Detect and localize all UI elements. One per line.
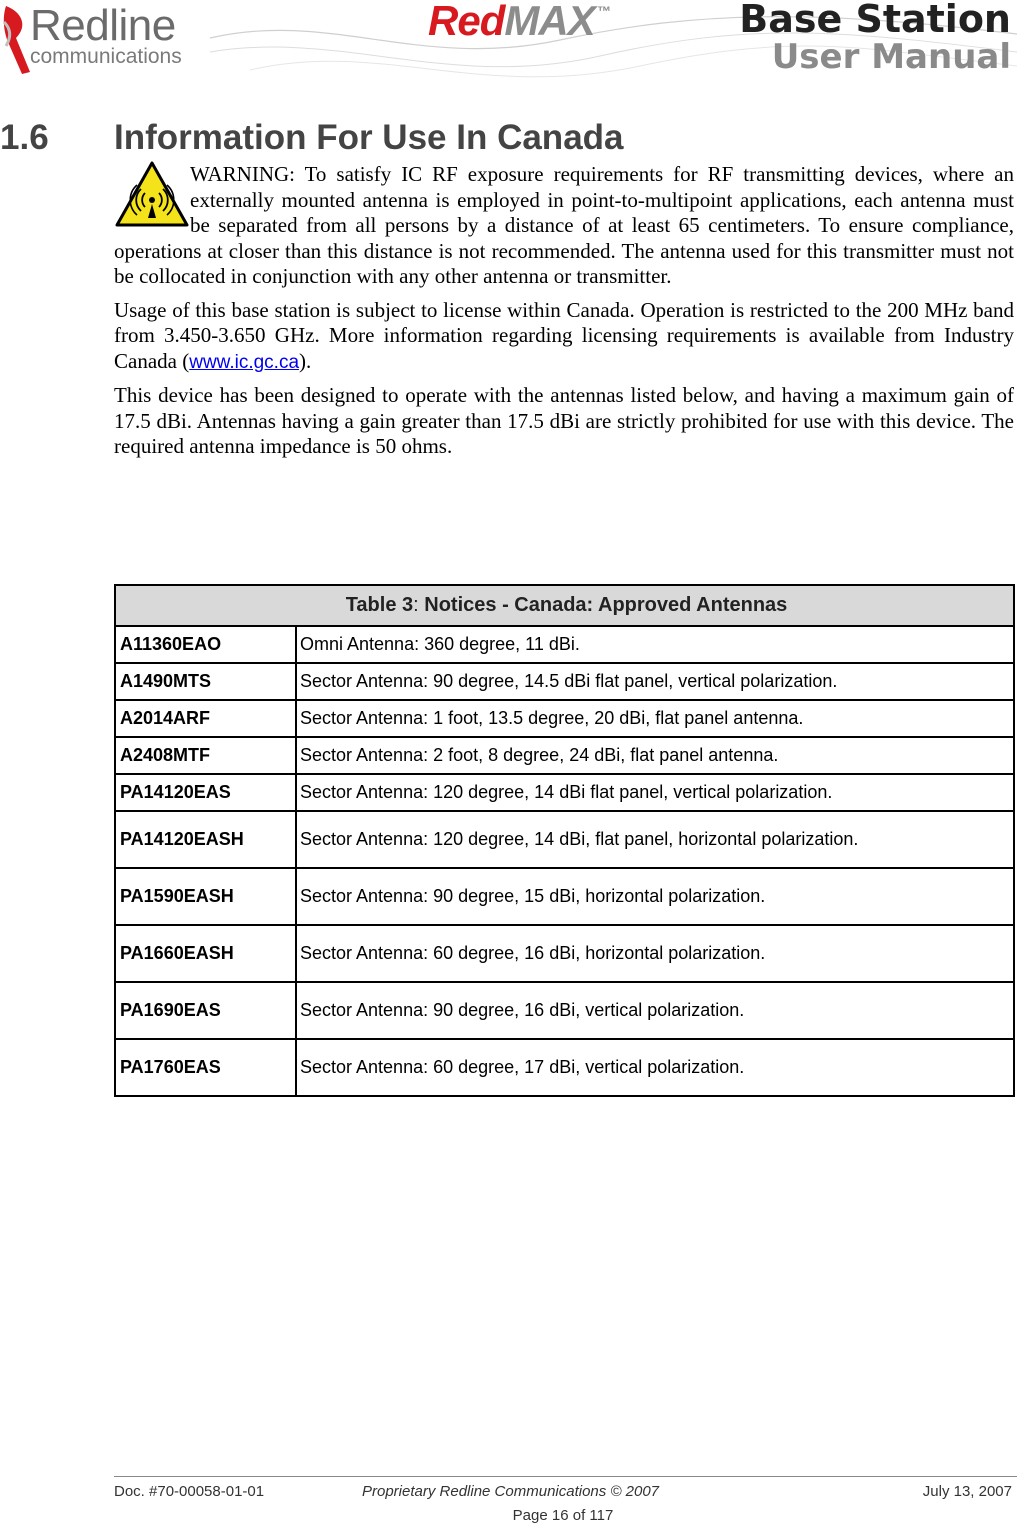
footer-divider (114, 1476, 1017, 1477)
antenna-code: PA1660EASH (115, 925, 296, 982)
section-number: 1.6 (0, 118, 49, 157)
antenna-code: A11360EAO (115, 626, 296, 663)
antenna-description: Sector Antenna: 2 foot, 8 degree, 24 dBi, flat panel antenna. (296, 737, 1014, 774)
table-row (115, 737, 1014, 774)
footer-doc-number: Doc. #70-00058-01-01 (114, 1483, 265, 1500)
footer-date: July 13, 2007 (922, 1483, 1012, 1500)
warning-text: WARNING: To satisfy IC RF exposure requirements for RF transmitting devices, where an externally mounted antenna is employed in point-to-multipoint applications, each antenna must be separated from all persons by a distance of at least 65 centimeters. To ensure compliance, operations at closer than this distance is not recommended. The antenna used for this transmitter must not be collocated in conjunction with any other antenna or transmitter. (114, 162, 1014, 288)
antenna-code: A2014ARF (115, 700, 296, 737)
table-row (115, 700, 1014, 737)
page-header (0, 0, 1017, 88)
antenna-code: A2408MTF (115, 737, 296, 774)
antenna-description: Omni Antenna: 360 degree, 11 dBi. (296, 626, 1014, 663)
section-heading (0, 120, 624, 155)
logo-subtitle: communications (30, 45, 182, 68)
antenna-description: Sector Antenna: 60 degree, 16 dBi, horizontal polarization. (296, 925, 1014, 982)
header-title-block (739, 0, 1011, 76)
license-text: Usage of this base station is subject to license within Canada. Operation is restricted to the 200 MHz band from 3.450-3.650 GHz. More information regarding licensing requirements is available from Industry Canada ( (114, 297, 1014, 373)
redline-logo-icon (0, 2, 34, 78)
antenna-description: Sector Antenna: 120 degree, 14 dBi flat panel, vertical polarization. (296, 774, 1014, 811)
warning-paragraph (114, 162, 1014, 290)
table-row (115, 1039, 1014, 1096)
table-row (115, 811, 1014, 868)
footer-page-number: Page 16 of 117 (512, 1507, 614, 1524)
antenna-description: Sector Antenna: 1 foot, 13.5 degree, 20 dBi, flat panel antenna. (296, 700, 1014, 737)
table-row (115, 868, 1014, 925)
logo-wordmark: Redline (30, 1, 176, 50)
header-subtitle: User Manual (771, 36, 1011, 77)
table-caption-title: Notices - Canada: Approved Antennas (424, 594, 788, 616)
table-row (115, 663, 1014, 700)
table-row (115, 626, 1014, 663)
trademark-symbol: ™ (596, 3, 610, 19)
license-text-end: ). (299, 348, 312, 373)
table-row (115, 982, 1014, 1039)
redline-logo (0, 2, 210, 78)
antenna-code: PA14120EAS (115, 774, 296, 811)
antenna-code: PA1760EAS (115, 1039, 296, 1096)
antenna-description: Sector Antenna: 90 degree, 15 dBi, horizontal polarization. (296, 868, 1014, 925)
antenna-code: PA14120EASH (115, 811, 296, 868)
antenna-description: Sector Antenna: 90 degree, 14.5 dBi flat panel, vertical polarization. (296, 663, 1014, 700)
antennas-paragraph: This device has been designed to operate with the antennas listed below, and having a maximum gain of 17.5 dBi. Antennas having a gain greater than 17.5 dBi are strictly prohibited for use with this device. The required antenna impedance is 50 ohms. (114, 383, 1014, 458)
footer-proprietary: Proprietary Redline Communications © 2007 (362, 1483, 660, 1500)
header-title: Base Station (739, 0, 1011, 41)
rf-radiation-warning-icon (114, 160, 190, 228)
table-caption-separator: : (413, 594, 425, 616)
table-row (115, 774, 1014, 811)
product-name-grey: MAX (504, 0, 595, 44)
antenna-code: A1490MTS (115, 663, 296, 700)
antenna-description: Sector Antenna: 90 degree, 16 dBi, vertical polarization. (296, 982, 1014, 1039)
product-name (428, 0, 610, 42)
license-paragraph (114, 298, 1014, 376)
page-content (114, 162, 1014, 468)
product-name-red: Red (428, 0, 505, 44)
approved-antennas-table (114, 584, 1015, 1097)
industry-canada-link[interactable]: www.ic.gc.ca (189, 351, 300, 373)
antenna-code: PA1590EASH (115, 868, 296, 925)
antenna-description: Sector Antenna: 60 degree, 17 dBi, vertical polarization. (296, 1039, 1014, 1096)
table-caption (115, 585, 1014, 626)
table-caption-prefix: Table 3 (345, 594, 414, 616)
table-row (115, 925, 1014, 982)
section-title: Information For Use In Canada (114, 118, 624, 157)
antenna-code: PA1690EAS (115, 982, 296, 1039)
antenna-description: Sector Antenna: 120 degree, 14 dBi, flat panel, horizontal polarization. (296, 811, 1014, 868)
